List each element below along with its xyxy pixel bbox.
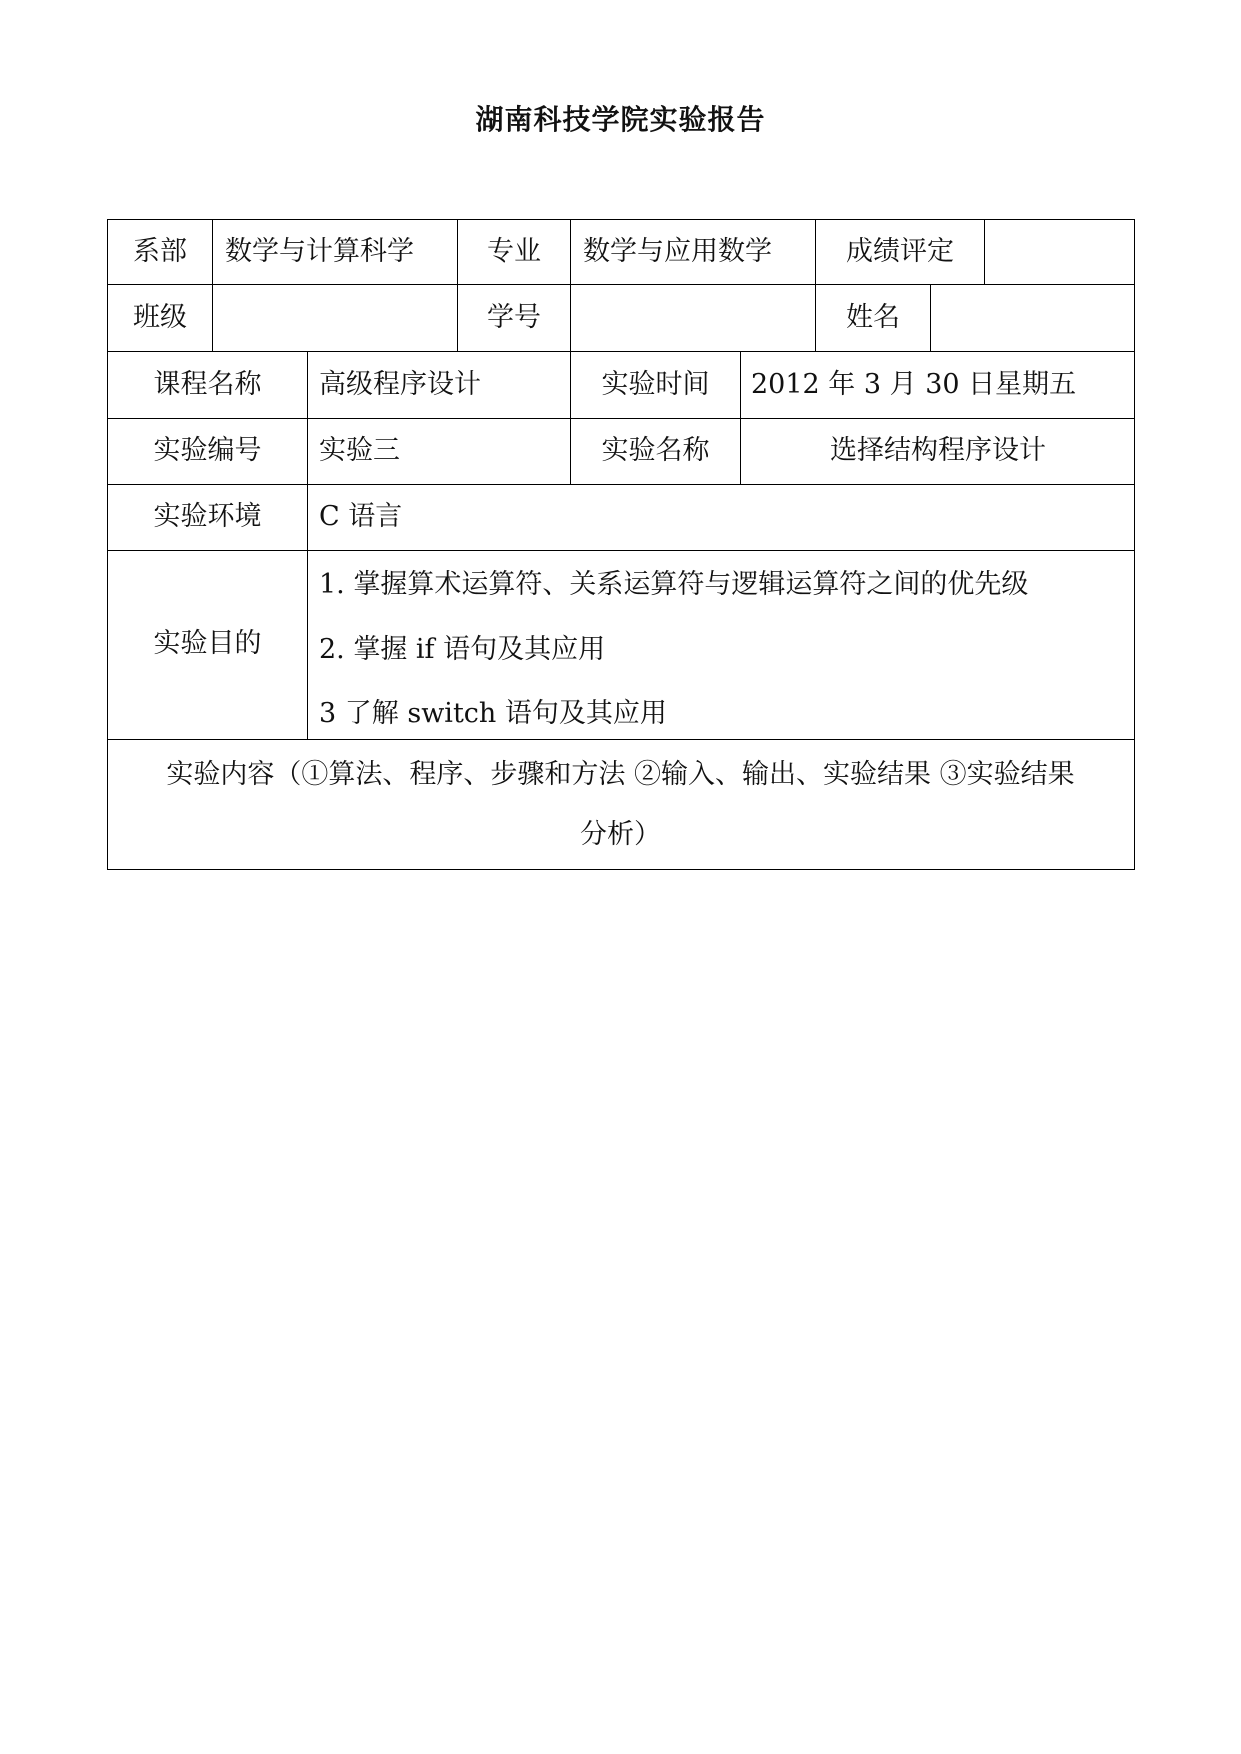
student-name-label: 姓名: [846, 302, 900, 333]
dept-label: 系部: [133, 236, 187, 267]
course-name-label: 课程名称: [153, 369, 262, 400]
column-divider: [984, 219, 985, 284]
dept-value: 数学与计算科学: [225, 236, 414, 267]
class-label: 班级: [133, 302, 187, 333]
experiment-content-heading-cont: 分析）: [580, 819, 661, 850]
document-title: 湖南科技学院实验报告: [475, 103, 766, 136]
experiment-content-heading: 实验内容（①算法、程序、步骤和方法 ②输入、输出、实验结果 ③实验结果: [166, 759, 1075, 790]
experiment-time-value: 2012 年 3 月 30 日星期五: [751, 369, 1077, 400]
column-divider: [930, 284, 931, 351]
experiment-number-label: 实验编号: [153, 435, 262, 466]
experiment-number-value: 实验三: [319, 435, 400, 466]
row-divider: [107, 284, 1135, 285]
row-divider: [107, 550, 1135, 551]
purpose-item: 2. 掌握 if 语句及其应用: [319, 634, 606, 665]
major-label: 专业: [487, 236, 541, 267]
experiment-name-value: 选择结构程序设计: [830, 435, 1046, 466]
row-divider: [107, 351, 1135, 352]
column-divider: [212, 219, 213, 351]
experiment-environment-value: C 语言: [319, 501, 403, 532]
row-divider: [107, 484, 1135, 485]
experiment-purpose-label: 实验目的: [153, 628, 262, 659]
purpose-item: 1. 掌握算术运算符、关系运算符与逻辑运算符之间的优先级: [319, 569, 1029, 600]
student-id-label: 学号: [487, 302, 541, 333]
experiment-environment-label: 实验环境: [153, 501, 262, 532]
row-divider: [107, 739, 1135, 740]
column-divider: [570, 219, 571, 351]
row-divider: [107, 418, 1135, 419]
experiment-name-label: 实验名称: [601, 435, 710, 466]
course-name-value: 高级程序设计: [319, 369, 481, 400]
purpose-item: 3 了解 switch 语句及其应用: [319, 698, 667, 729]
grade-label: 成绩评定: [846, 236, 954, 267]
experiment-time-label: 实验时间: [601, 369, 710, 400]
column-divider: [307, 351, 308, 739]
major-value: 数学与应用数学: [583, 236, 772, 267]
